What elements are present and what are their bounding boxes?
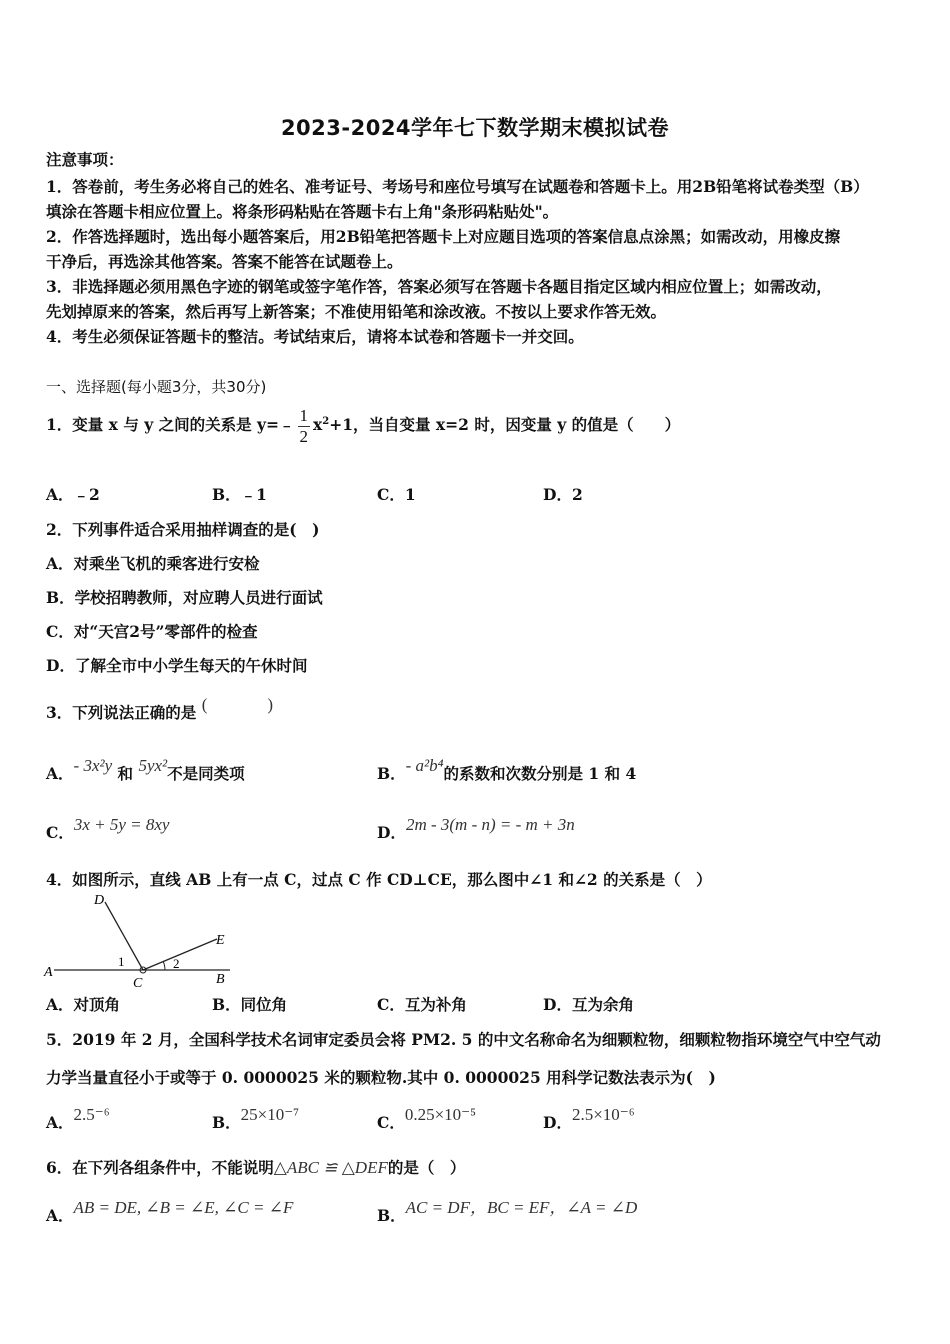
notice-line: 2．作答选择题时，选出每小题答案后，用2B铅笔把答题卡上对应题目选项的答案信息点涂黑；如需改动，用橡皮擦 bbox=[46, 227, 841, 246]
page-title: 2023-2024学年七下数学期末模拟试卷 bbox=[280, 116, 670, 140]
q3-option-b bbox=[377, 756, 637, 784]
notice-line: 3．非选择题必须用黑色字迹的钢笔或签字笔作答，答案必须写在答题卡各题目指定区域内相应位置上；如需改动， bbox=[46, 277, 832, 296]
label-b: B bbox=[216, 972, 225, 987]
q3-b-math: - a²b⁴ bbox=[405, 756, 444, 775]
question-2: 2．下列事件适合采用抽样调查的是( ) bbox=[46, 520, 320, 539]
q1-stem-post: +1，当自变量 x=2 时，因变量 y 的值是（ ） bbox=[329, 415, 681, 435]
q1-option-c: C．1 bbox=[377, 485, 416, 504]
q3-option-c bbox=[46, 815, 170, 843]
question-5-line-1: 5．2019 年 2 月，全国科学技术名词审定委员会将 PM2. 5 的中文名称命名为细颗粒物，细颗粒物指环境空气中空气动 bbox=[46, 1030, 881, 1049]
q5-c-label: C． bbox=[377, 1113, 405, 1132]
q4-option-b: B．同位角 bbox=[212, 995, 288, 1014]
notice-line: 1．答卷前，考生务必将自己的姓名、准考证号、考场号和座位号填写在试题卷和答题卡上。用2B铅笔将试卷类型（B） bbox=[46, 177, 869, 196]
q3-c-math: 3x + 5y = 8xy bbox=[73, 815, 170, 834]
q2-option-b: B．学校招聘教师，对应聘人员进行面试 bbox=[46, 588, 323, 607]
q1-frac-num: 1 bbox=[299, 405, 309, 425]
q3-a-label: A． bbox=[46, 764, 74, 783]
q6-a-math: AB = DE, ∠B = ∠E, ∠C = ∠F bbox=[73, 1198, 294, 1217]
angle-2-arc bbox=[163, 961, 165, 970]
question-6 bbox=[46, 1158, 465, 1178]
q3-c-label: C． bbox=[46, 823, 74, 842]
q1-fraction bbox=[298, 406, 311, 447]
q3-b-label: B． bbox=[377, 764, 406, 783]
q4-option-c: C．互为补角 bbox=[377, 995, 467, 1014]
question-5-line-2: 力学当量直径小于或等于 0. 0000025 米的颗粒物.其中 0. 0000025 用科学记数法表示为( ) bbox=[46, 1068, 716, 1087]
q5-b-value: 25×10⁻⁷ bbox=[240, 1105, 300, 1124]
notice-heading: 注意事项： bbox=[46, 150, 124, 169]
q4-figure bbox=[40, 888, 240, 992]
label-angle-1: 1 bbox=[118, 954, 125, 969]
q5-a-value: 2.5⁻⁶ bbox=[73, 1105, 110, 1124]
q3-d-math: 2m - 3(m - n) = - m + 3n bbox=[405, 815, 575, 834]
q3-d-label: D． bbox=[377, 823, 406, 842]
q4-option-d: D．互为余角 bbox=[543, 995, 634, 1014]
q5-option-a bbox=[46, 1105, 110, 1133]
q3-b-tail: 的系数和次数分别是 1 和 4 bbox=[443, 764, 637, 783]
q5-option-d bbox=[543, 1105, 635, 1133]
q5-option-b bbox=[212, 1105, 300, 1133]
q2-option-c: C．对“天宫2号”零部件的检查 bbox=[46, 622, 258, 641]
label-angle-2: 2 bbox=[173, 956, 180, 971]
q3-option-d bbox=[377, 815, 575, 843]
q1-option-b: B．﹣1 bbox=[212, 485, 267, 504]
q5-b-label: B． bbox=[212, 1113, 241, 1132]
q6-stem-post: 的是（ ） bbox=[387, 1158, 466, 1177]
q3-paren-right: ) bbox=[267, 695, 274, 714]
q1-exp: 2 bbox=[322, 416, 330, 427]
q6-b-math: AC = DF，BC = EF，∠A = ∠D bbox=[405, 1198, 638, 1217]
label-d: D bbox=[94, 893, 105, 908]
q3-a-math-1: - 3x²y bbox=[73, 756, 113, 775]
q1-option-d: D．2 bbox=[543, 485, 583, 504]
q1-option-a: A．﹣2 bbox=[46, 485, 100, 504]
q3-a-math-2: 5yx² bbox=[138, 756, 168, 775]
q3-a-tail: 不是同类项 bbox=[167, 764, 245, 783]
q5-d-label: D． bbox=[543, 1113, 572, 1132]
label-c: C bbox=[133, 976, 143, 991]
question-3 bbox=[46, 695, 274, 723]
q3-paren-left: ( bbox=[201, 695, 208, 714]
q5-d-value: 2.5×10⁻⁶ bbox=[571, 1105, 635, 1124]
q4-option-a: A．对顶角 bbox=[46, 995, 121, 1014]
notice-line: 4．考生必须保证答题卡的整洁。考试结束后，请将本试卷和答题卡一并交回。 bbox=[46, 327, 584, 346]
q5-option-c bbox=[377, 1105, 477, 1133]
q1-frac-den: 2 bbox=[299, 426, 309, 446]
q2-option-d: D．了解全市中小学生每天的午休时间 bbox=[46, 656, 308, 675]
notice-line: 填涂在答题卡相应位置上。将条形码粘贴在答题卡右上角"条形码粘贴处"。 bbox=[46, 202, 559, 221]
q5-a-label: A． bbox=[46, 1113, 74, 1132]
label-e: E bbox=[216, 933, 225, 948]
question-1 bbox=[46, 402, 680, 447]
notice-line: 干净后，再选涂其他答案。答案不能答在试题卷上。 bbox=[46, 252, 403, 271]
section-heading: 一、选择题(每小题3分，共30分) bbox=[46, 378, 267, 396]
q2-option-a: A．对乘坐飞机的乘客进行安检 bbox=[46, 554, 260, 573]
q1-x: x bbox=[313, 415, 323, 435]
q3-a-mid: 和 bbox=[117, 764, 134, 783]
q6-stem-math: △ABC ≌ △DEF bbox=[273, 1158, 388, 1177]
q3-stem: 3．下列说法正确的是 bbox=[46, 703, 197, 722]
notice-line: 先划掉原来的答案，然后再写上新答案；不准使用铅笔和涂改液。不按以上要求作答无效。 bbox=[46, 302, 667, 321]
label-a: A bbox=[44, 965, 53, 980]
question-4: 4．如图所示，直线 AB 上有一点 C，过点 C 作 CD⊥CE，那么图中∠1 和∠2 的关系是（ ） bbox=[46, 870, 712, 889]
q6-option-a bbox=[46, 1198, 294, 1226]
q5-c-value: 0.25×10⁻⁵ bbox=[404, 1105, 477, 1124]
q3-option-a bbox=[46, 756, 245, 784]
ray-ce bbox=[143, 939, 217, 970]
q6-b-label: B． bbox=[377, 1206, 406, 1225]
q6-a-label: A． bbox=[46, 1206, 74, 1225]
q6-option-b bbox=[377, 1198, 638, 1226]
q6-stem-pre: 6．在下列各组条件中，不能说明 bbox=[46, 1158, 274, 1177]
q1-stem-pre: 1．变量 x 与 y 之间的关系是 y=﹣ bbox=[46, 415, 295, 435]
